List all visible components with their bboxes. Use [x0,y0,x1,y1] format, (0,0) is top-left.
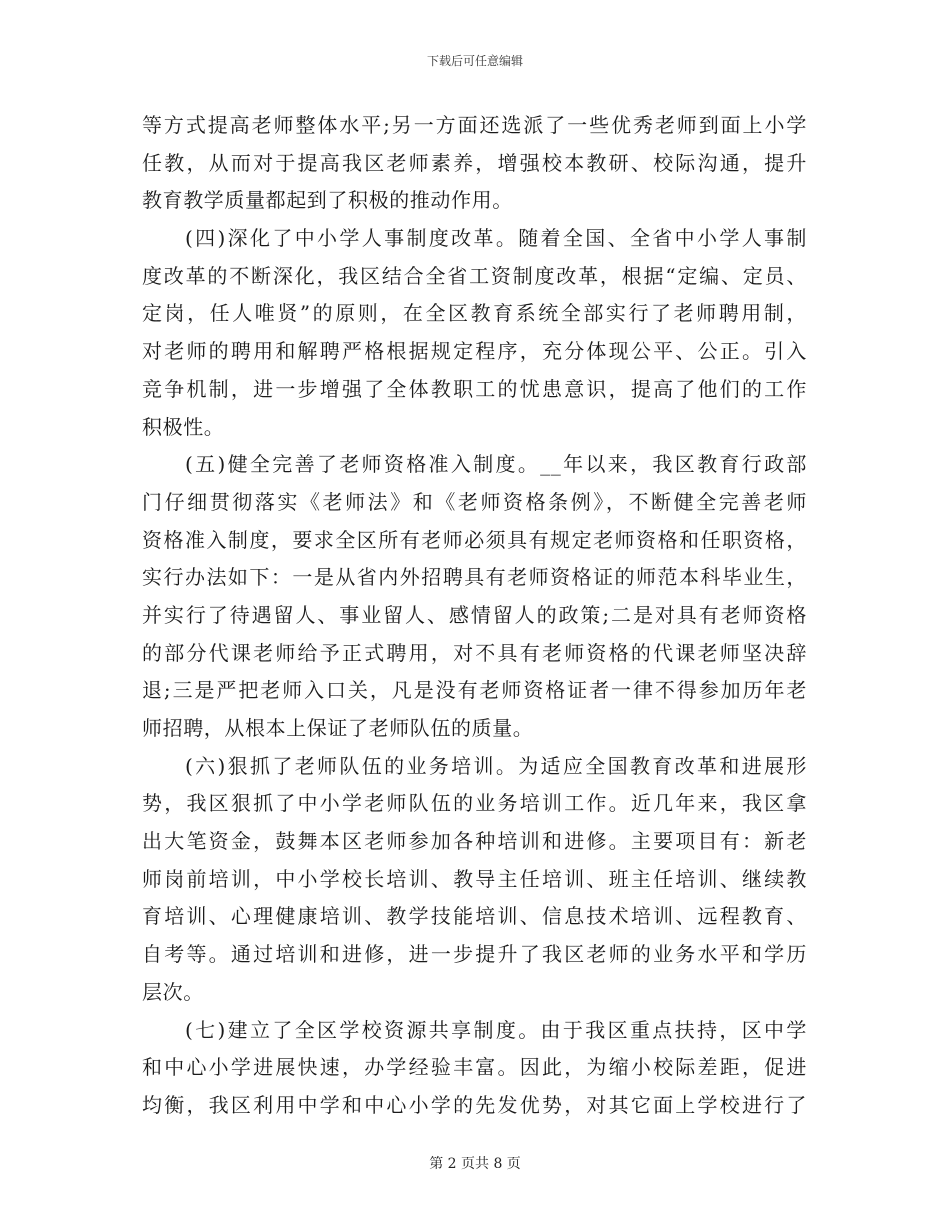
text-line: 对老师的聘用和解聘严格根据规定程序，充分体现公平、公正。引入 [142,339,807,364]
text-line: 和中心小学进展快速，办学经验丰富。因此，为缩小校际差距，促进 [142,1055,807,1080]
text-line: 资格准入制度，要求全区所有老师必须具有规定老师资格和任职资格， [142,527,807,552]
text-line: 并实行了待遇留人、事业留人、感情留人的政策;二是对具有老师资格 [142,602,807,627]
text-line: (六)狠抓了老师队伍的业务培训。为适应全国教育改革和进展形 [185,753,807,778]
text-line: 层次。 [142,979,204,1004]
text-line: 势，我区狠抓了中小学老师队伍的业务培训工作。近几年来，我区拿 [142,791,807,816]
text-line: 均衡，我区利用中学和中心小学的先发优势，对其它面上学校进行了 [142,1092,807,1117]
text-line: 自考等。通过培训和进修，进一步提升了我区老师的业务水平和学历 [142,942,807,967]
text-line: 任教，从而对于提高我区老师素养，增强校本教研、校际沟通，提升 [142,150,807,175]
text-line: 门仔细贯彻落实《老师法》和《老师资格条例》，不断健全完善老师 [142,489,807,514]
text-line: (七)建立了全区学校资源共享制度。由于我区重点扶持，区中学 [185,1017,807,1042]
text-line: 定岗，任人唯贤”的原则，在全区教育系统全部实行了老师聘用制， [142,301,807,326]
text-line: 退;三是严把老师入口关，凡是没有老师资格证者一律不得参加历年老 [142,678,807,703]
text-line: 等方式提高老师整体水平;另一方面还选派了一些优秀老师到面上小学 [142,113,807,137]
page-number: 第 2 页共 8 页 [429,1156,521,1172]
document-body [142,107,807,1125]
text-line: 度改革的不断深化，我区结合全省工资制度改革，根据“定编、定员、 [142,263,807,288]
text-line: 育培训、心理健康培训、教学技能培训、信息技术培训、远程教育、 [142,904,807,929]
text-line: 师岗前培训，中小学校长培训、教导主任培训、班主任培训、继续教 [142,866,807,891]
text-line: 的部分代课老师给予正式聘用，对不具有老师资格的代课老师坚决辞 [142,640,807,665]
text-line: (五)健全完善了老师资格准入制度。__年以来，我区教育行政部 [185,452,807,477]
text-line: 积极性。 [142,414,225,439]
text-line: 实行办法如下：一是从省内外招聘具有老师资格证的师范本科毕业生， [142,565,807,590]
text-line: 出大笔资金，鼓舞本区老师参加各种培训和进修。主要项目有：新老 [142,829,807,854]
text-line: 教育教学质量都起到了积极的推动作用。 [142,188,513,213]
text-line: 竞争机制，进一步增强了全体教职工的忧患意识，提高了他们的工作 [142,376,807,401]
text-line: (四)深化了中小学人事制度改革。随着全国、全省中小学人事制 [185,226,807,251]
page-header: 下载后可任意编辑 [426,54,523,68]
text-line: 师招聘，从根本上保证了老师队伍的质量。 [142,716,534,740]
